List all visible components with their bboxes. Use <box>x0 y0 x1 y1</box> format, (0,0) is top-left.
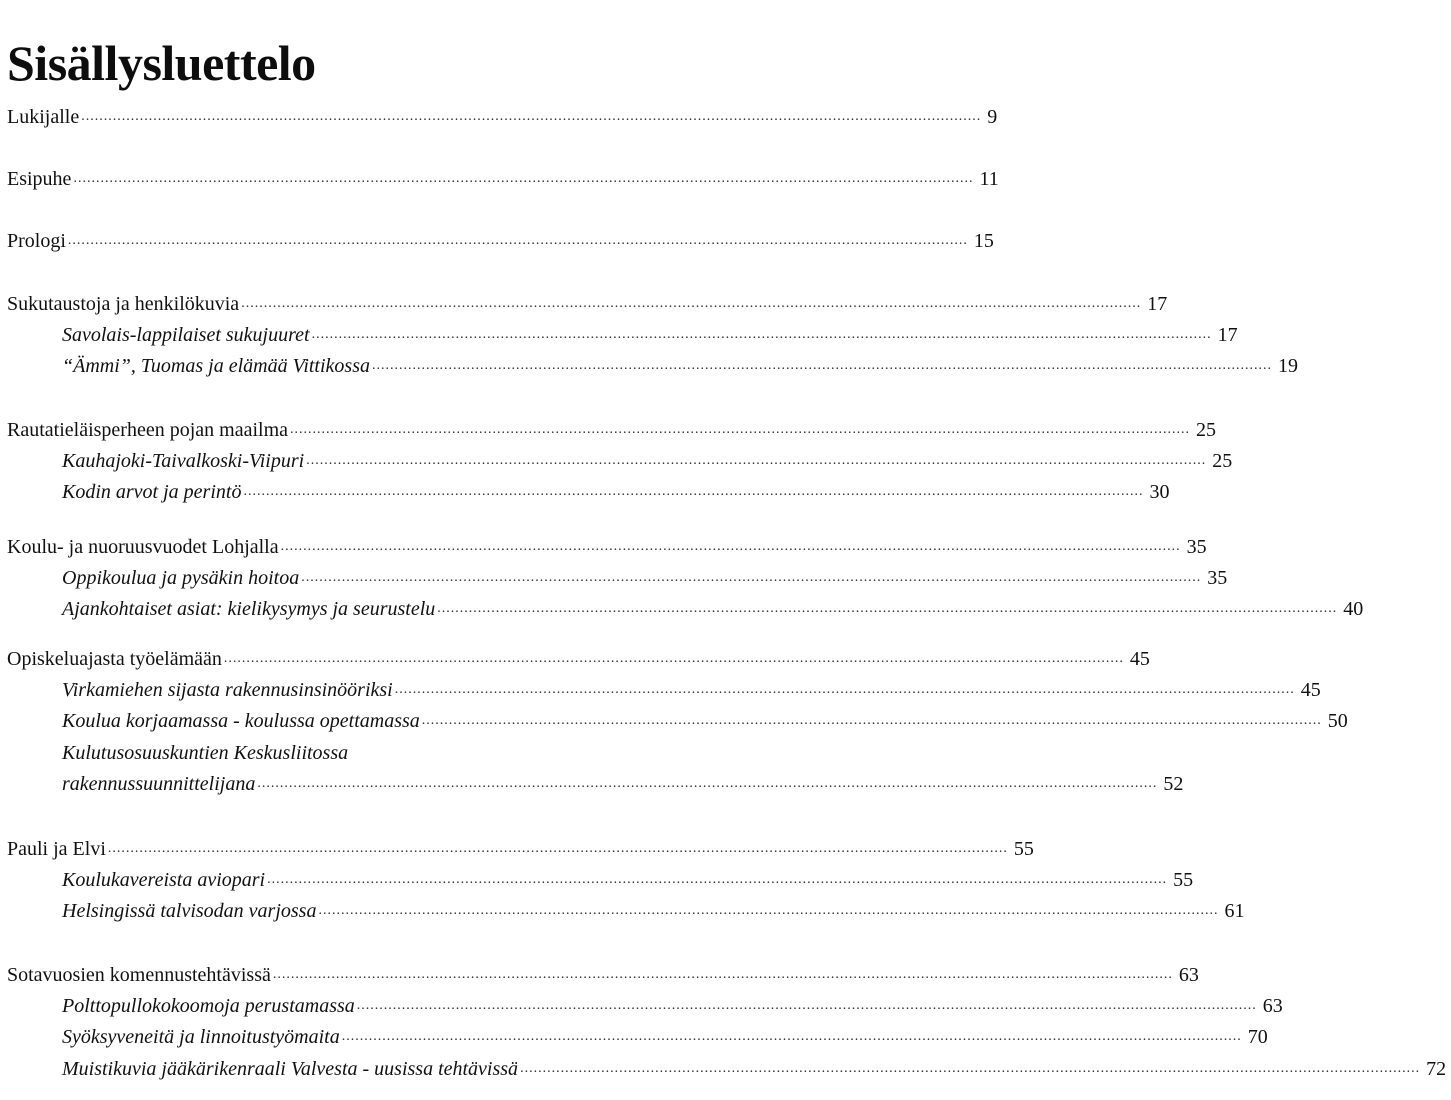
dot-leader: ........................................................................................................................................................................................................ <box>243 484 1144 499</box>
dot-leader: ........................................................................................................................................................................................................ <box>241 296 1142 311</box>
entry-title: Pauli ja Elvi <box>7 838 106 860</box>
dot-leader: ........................................................................................................................................................................................................ <box>394 682 1295 697</box>
toc-section-entry <box>0 1050 1447 1081</box>
dot-leader: ........................................................................................................................................................................................................ <box>372 358 1272 373</box>
entry-title: Muistikuvia jääkärikenraali Valvesta - uusissa tehtävissä <box>62 1058 519 1080</box>
page-number: 55 <box>1013 838 1034 860</box>
toc-chapter-entry <box>0 956 1199 987</box>
entry-title: Ajankohtaiset asiat: kielikysymys ja seurustelu <box>62 598 436 620</box>
toc-chapter-entry <box>0 411 1216 442</box>
entry-title: Koulukavereista aviopari <box>62 869 266 891</box>
entry-title: Oppikoulua ja pysäkin hoitoa <box>62 567 300 589</box>
dot-leader: ........................................................................................................................................................................................................ <box>280 539 1181 554</box>
page-number: 19 <box>1278 355 1298 377</box>
dot-leader: ........................................................................................................................................................................................................ <box>272 967 1173 982</box>
dot-leader: ........................................................................................................................................................................................................ <box>356 998 1257 1013</box>
entry-title: Esipuhe <box>7 168 72 190</box>
dot-leader: ........................................................................................................................................................................................................ <box>267 872 1168 887</box>
dot-leader: ........................................................................................................................................................................................................ <box>257 776 1158 791</box>
toc-chapter-entry <box>0 830 1034 861</box>
dot-leader: ........................................................................................................................................................................................................ <box>341 1029 1242 1044</box>
dot-leader: ........................................................................................................................................................................................................ <box>290 422 1190 437</box>
entry-title: Kodin arvot ja perintö <box>62 481 242 503</box>
toc-section-entry <box>0 590 1364 621</box>
toc-chapter-entry <box>0 98 998 129</box>
page-number: 70 <box>1247 1026 1268 1048</box>
dot-leader: ........................................................................................................................................................................................................ <box>223 651 1124 666</box>
page-number: 63 <box>1262 995 1283 1017</box>
page-number: 11 <box>979 168 999 190</box>
entry-title: Opiskeluajasta työelämään <box>7 648 222 670</box>
toc-section-entry <box>0 861 1194 892</box>
toc-section-entry <box>0 559 1228 590</box>
entry-title: Kauhajoki-Taivalkoski-Viipuri <box>62 450 305 472</box>
entry-title: Koulua korjaamassa - koulussa opettamassa <box>62 710 420 732</box>
page-number: 35 <box>1207 567 1228 589</box>
page-number: 52 <box>1163 773 1184 795</box>
entry-title: Sotavuosien komennustehtävissä <box>7 964 271 986</box>
dot-leader: ........................................................................................................................................................................................................ <box>421 713 1322 728</box>
entry-title: “Ämmi”, Tuomas ja elämää Vittikossa <box>62 355 370 377</box>
page-number: 72 <box>1426 1058 1447 1080</box>
dot-leader: ........................................................................................................................................................................................................ <box>318 903 1219 918</box>
toc-section-entry <box>0 316 1238 347</box>
toc-section-entry <box>0 473 1170 504</box>
dot-leader: ........................................................................................................................................................................................................ <box>73 171 974 186</box>
entry-title: Sukutaustoja ja henkilökuvia <box>7 293 240 315</box>
toc-chapter-entry <box>0 640 1150 671</box>
dot-leader: ........................................................................................................................................................................................................ <box>301 570 1202 585</box>
page-title: Sisällysluettelo <box>7 34 316 91</box>
page-number: 9 <box>987 106 998 128</box>
page-number: 15 <box>973 230 994 252</box>
page-number: 45 <box>1129 648 1150 670</box>
page-number: 30 <box>1149 481 1170 503</box>
entry-title: Prologi <box>7 230 66 252</box>
toc-section-entry <box>0 347 1298 378</box>
dot-leader: ........................................................................................................................................................................................................ <box>311 327 1212 342</box>
page-number: 45 <box>1300 679 1321 701</box>
toc-chapter-entry <box>0 528 1207 559</box>
entry-title: Polttopullokokoomoja perustamassa <box>62 995 355 1017</box>
page-number: 61 <box>1224 900 1245 922</box>
toc-section-entry <box>0 442 1233 473</box>
toc-chapter-entry <box>0 285 1168 316</box>
entry-title: Savolais-lappilaiset sukujuuret <box>62 324 310 346</box>
toc-section-entry <box>0 765 1184 796</box>
dot-leader: ........................................................................................................................................................................................................ <box>81 109 982 124</box>
toc-chapter-entry <box>0 160 999 191</box>
dot-leader: ........................................................................................................................................................................................................ <box>520 1061 1421 1076</box>
toc-section-entry <box>0 1018 1268 1049</box>
dot-leader: ........................................................................................................................................................................................................ <box>306 453 1207 468</box>
dot-leader: ........................................................................................................................................................................................................ <box>67 233 968 248</box>
entry-title: Helsingissä talvisodan varjossa <box>62 900 317 922</box>
entry-title: rakennussuunnittelijana <box>62 773 256 795</box>
page-number: 63 <box>1178 964 1199 986</box>
entry-title: Lukijalle <box>7 106 80 128</box>
page-number: 35 <box>1186 536 1207 558</box>
toc-section-entry <box>0 734 680 765</box>
entry-title: Koulu- ja nuoruusvuodet Lohjalla <box>7 536 279 558</box>
toc-section-entry <box>0 702 1348 733</box>
entry-title: Syöksyveneitä ja linnoitustyömaita <box>62 1026 340 1048</box>
page-number: 17 <box>1217 324 1238 346</box>
page-number: 17 <box>1147 293 1168 315</box>
entry-title: Rautatieläisperheen pojan maailma <box>7 419 288 441</box>
toc-section-entry <box>0 987 1283 1018</box>
page-number: 40 <box>1343 598 1364 620</box>
toc-section-entry <box>0 892 1245 923</box>
page-number: 55 <box>1173 869 1194 891</box>
dot-leader: ........................................................................................................................................................................................................ <box>437 601 1338 616</box>
dot-leader: ........................................................................................................................................................................................................ <box>107 841 1008 856</box>
toc-section-entry <box>0 671 1321 702</box>
page-number: 25 <box>1212 450 1233 472</box>
entry-title: Virkamiehen sijasta rakennusinsinööriksi <box>62 679 393 701</box>
page-number: 25 <box>1196 419 1216 441</box>
entry-title: Kulutusosuuskuntien Keskusliitossa <box>62 742 349 764</box>
page-number: 50 <box>1327 710 1348 732</box>
toc-chapter-entry <box>0 222 994 253</box>
